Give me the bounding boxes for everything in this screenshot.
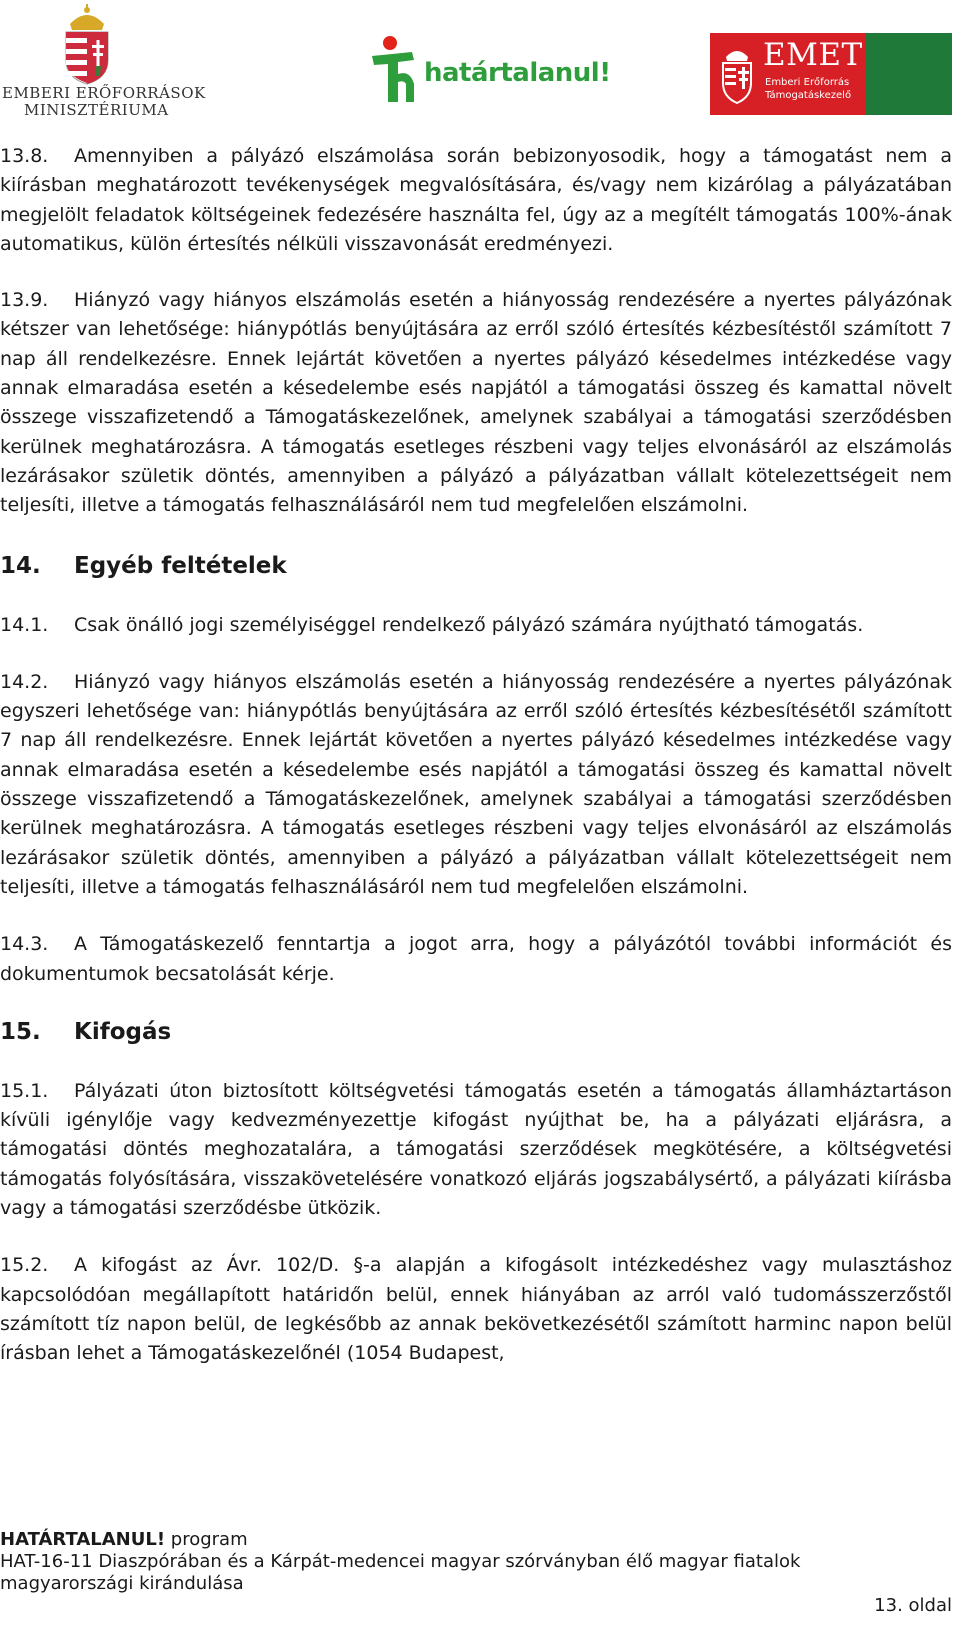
section-number: 13.9. xyxy=(0,289,49,312)
section-text: A Támogatáskezelő fenntartja a jogot arra, hogy a pályázótól további információt és dokumentumok becsatolását kérje. xyxy=(0,933,952,985)
footer-program-name: HATÁRTALANUL! xyxy=(0,1529,166,1550)
section-number: 14.1. xyxy=(0,613,49,636)
section-text: Amennyiben a pályázó elszámolása során bebizonyosodik, hogy a támogatást nem a kiírásban meghatározott tevékenységek megvalósítására, és/vagy nem kizárólag a pályázatában megjelölt feladatok költségeinek fedezésére használta fel, úgy az a megítélt támogatás 100%-ának automatikus, külön értesítés nélküli visszavonását eredményezi. xyxy=(0,145,952,255)
page-footer xyxy=(0,1529,952,1595)
emmi-logo-line1: EMBERI ERŐFORRÁSOK xyxy=(2,84,206,102)
emet-logo-name: EMET xyxy=(763,37,863,73)
footer-program-line xyxy=(0,1529,952,1551)
section-number: 14.3. xyxy=(0,933,49,956)
section-number: 14.2. xyxy=(0,670,49,693)
emmi-logo-line2: MINISZTÉRIUMA xyxy=(24,101,169,119)
section-text: A kifogást az Ávr. 102/D. §-a alapján a kifogásolt intézkedéshez vagy mulasztáshoz kapcsolódóan megállapított határidőn belül, ennek hiányában az arról való tudomásszerzőstől számított tíz napon belül, de legkésőbb az annak bekövetkezésétől számított harminc napon belül írásban lehet a Támogatáskezelőnél (1054 Budapest, xyxy=(0,1254,952,1365)
emmi-logo xyxy=(0,0,206,119)
document-body xyxy=(0,142,952,1369)
heading-number: 14. xyxy=(0,552,41,579)
section-number: 13.8. xyxy=(0,145,49,167)
hatartalanul-figure-icon xyxy=(368,34,426,106)
heading-14 xyxy=(0,551,952,581)
section-text: Hiányzó vagy hiányos elszámolás esetén a hiányosság rendezésére a nyertes pályázónak egyszeri lehetősége van: hiánypótlás benyújtására az erről szóló értesítés kézbesítésétől számított 7 nap áll rendelkezésre. Ennek lejártát követően a nyertes pályázó késedelmes intézkedése vagy annak elmaradása esetén a késedelembe esés napjától a támogatási összeg és kamattal növelt összege visszafizetendő a Támogatáskezelőnek, amelynek szabályai a támogatási szerződésben kerülnek meghatározásra. A támogatás esetleges részbeni vagy teljes elvonásáról az elszámolás lezárásakor születik döntés, amennyiben a pályázó a pályázatban vállalt kötelezettségeit nem teljesíti, illetve a támogatás felhasználásáról nem tud megfelelően elszámolni. xyxy=(0,670,952,898)
section-number: 15.2. xyxy=(0,1254,49,1277)
emet-logo-sub1: Emberi Erőforrás xyxy=(765,77,850,88)
section-14-2 xyxy=(0,668,952,902)
footer-program-suffix: program xyxy=(165,1529,248,1550)
section-text: Pályázati úton biztosított költségvetési támogatás esetén a támogatás államháztartáson kívüli igénylője vagy kedvezményezettje kifogást nyújthat be, ha a pályázati eljárásra, a támogatási döntés meghozatalára, a támogatási szerződések megkötésére, a költségvetési támogatás folyósítására, visszakövetelésére vonatkozó eljárás jogszabálysértő, a pályázati kiírásba vagy a támogatási szerződésbe ütközik. xyxy=(0,1079,952,1220)
section-15-2 xyxy=(0,1251,952,1368)
section-text: Csak önálló jogi személyiséggel rendelkező pályázó számára nyújtható támogatás. xyxy=(74,613,864,636)
footer-program-title-line1: HAT-16-11 Diaszpórában és a Kárpát-medencei magyar szórványban élő magyar fiatalok xyxy=(0,1551,801,1572)
section-14-1 xyxy=(0,611,952,640)
heading-15 xyxy=(0,1017,952,1047)
emet-crest-icon xyxy=(718,43,756,105)
section-14-3 xyxy=(0,930,952,989)
section-15-1 xyxy=(0,1077,952,1223)
section-13-8 xyxy=(0,142,952,259)
section-13-9 xyxy=(0,286,952,520)
footer-program-title-line2: magyarországi kirándulása xyxy=(0,1573,244,1594)
section-number: 15.1. xyxy=(0,1079,49,1102)
heading-title: Egyéb feltételek xyxy=(74,552,287,579)
section-text: Hiányzó vagy hiányos elszámolás esetén a hiányosság rendezésére a nyertes pályázónak kétszer van lehetősége: hiánypótlás benyújtására az erről szóló értesítés kézbesítéstől számított 7 nap áll rendelkezésre. Ennek lejártát követően a nyertes pályázó késedelmes intézkedése vagy annak elmaradása esetén a késedelembe esés napjától a támogatási összeg és kamattal növelt összege visszafizetendő a Támogatáskezelőnek, amelynek szabályai a támogatási szerződésben kerülnek meghatározásra. A támogatás esetleges részbeni vagy teljes elvonásáról az elszámolás lezárásakor születik döntés, amennyiben a pályázó a pályázatban vállalt kötelezettségeit nem teljesíti, illetve a támogatás felhasználásáról nem tud megfelelően elszámolni. xyxy=(0,289,952,517)
emet-logo xyxy=(710,33,952,115)
heading-title: Kifogás xyxy=(74,1018,172,1045)
hatartalanul-logo xyxy=(368,34,611,106)
hatartalanul-logo-text: határtalanul! xyxy=(424,58,611,88)
page-number: 13. oldal xyxy=(874,1595,952,1616)
heading-number: 15. xyxy=(0,1018,41,1045)
emet-logo-sub2: Támogatáskezelő xyxy=(765,90,852,101)
hungarian-crest-icon xyxy=(56,4,118,86)
